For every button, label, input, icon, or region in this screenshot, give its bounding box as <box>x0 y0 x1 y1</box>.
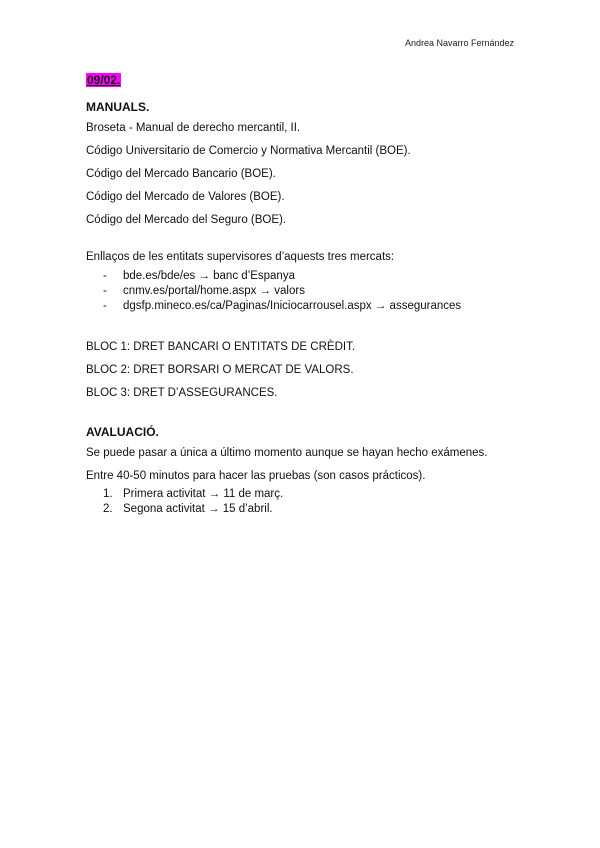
activity-item <box>86 487 526 502</box>
document-author: Andrea Navarro Fernández <box>404 38 514 48</box>
dash-bullet: - <box>103 300 107 312</box>
link-text: bde.es/bde/es → banc d’Espanya <box>123 270 295 282</box>
document-body <box>86 71 526 517</box>
manuals-heading: MANUALS. <box>86 100 150 114</box>
links-list <box>86 269 526 314</box>
bloc-line: BLOC 2: DRET BORSARI O MERCAT DE VALORS. <box>86 364 354 376</box>
link-item <box>86 269 526 284</box>
manual-item: Código Universitario de Comercio y Normativa Mercantil (BOE). <box>86 145 411 157</box>
avaluacio-paragraph: Se puede pasar a única a último momento aunque se hayan hecho exámenes. <box>86 447 488 459</box>
link-item <box>86 284 526 299</box>
link-text: dgsfp.mineco.es/ca/Paginas/Iniciocarrousel.aspx → assegurances <box>123 300 462 312</box>
avaluacio-heading: AVALUACIÓ. <box>86 425 159 439</box>
manual-item: Broseta - Manual de derecho mercantil, II. <box>86 122 301 134</box>
activity-item <box>86 502 526 517</box>
activities-list <box>86 487 526 517</box>
bloc-line: BLOC 1: DRET BANCARI O ENTITATS DE CRÈDIT. <box>86 341 356 353</box>
list-number: 2. <box>103 503 113 515</box>
manual-item: Código del Mercado Bancario (BOE). <box>86 168 276 180</box>
link-item <box>86 299 526 314</box>
date-highlight: 09/02. <box>87 73 121 87</box>
manual-item: Código del Mercado de Valores (BOE). <box>86 191 285 203</box>
activity-text: Segona activitat → 15 d’abril. <box>123 503 273 515</box>
dash-bullet: - <box>103 285 107 297</box>
bloc-line: BLOC 3: DRET D’ASSEGURANCES. <box>86 387 278 399</box>
list-number: 1. <box>103 488 113 500</box>
link-text: cnmv.es/portal/home.aspx → valors <box>123 285 305 297</box>
activity-text: Primera activitat → 11 de març. <box>123 488 284 500</box>
avaluacio-paragraph: Entre 40-50 minutos para hacer las pruebas (son casos prácticos). <box>86 470 426 482</box>
dash-bullet: - <box>103 270 107 282</box>
links-intro: Enllaços de les entitats supervisores d’aquests tres mercats: <box>86 251 395 263</box>
manual-item: Código del Mercado del Seguro (BOE). <box>86 214 287 226</box>
